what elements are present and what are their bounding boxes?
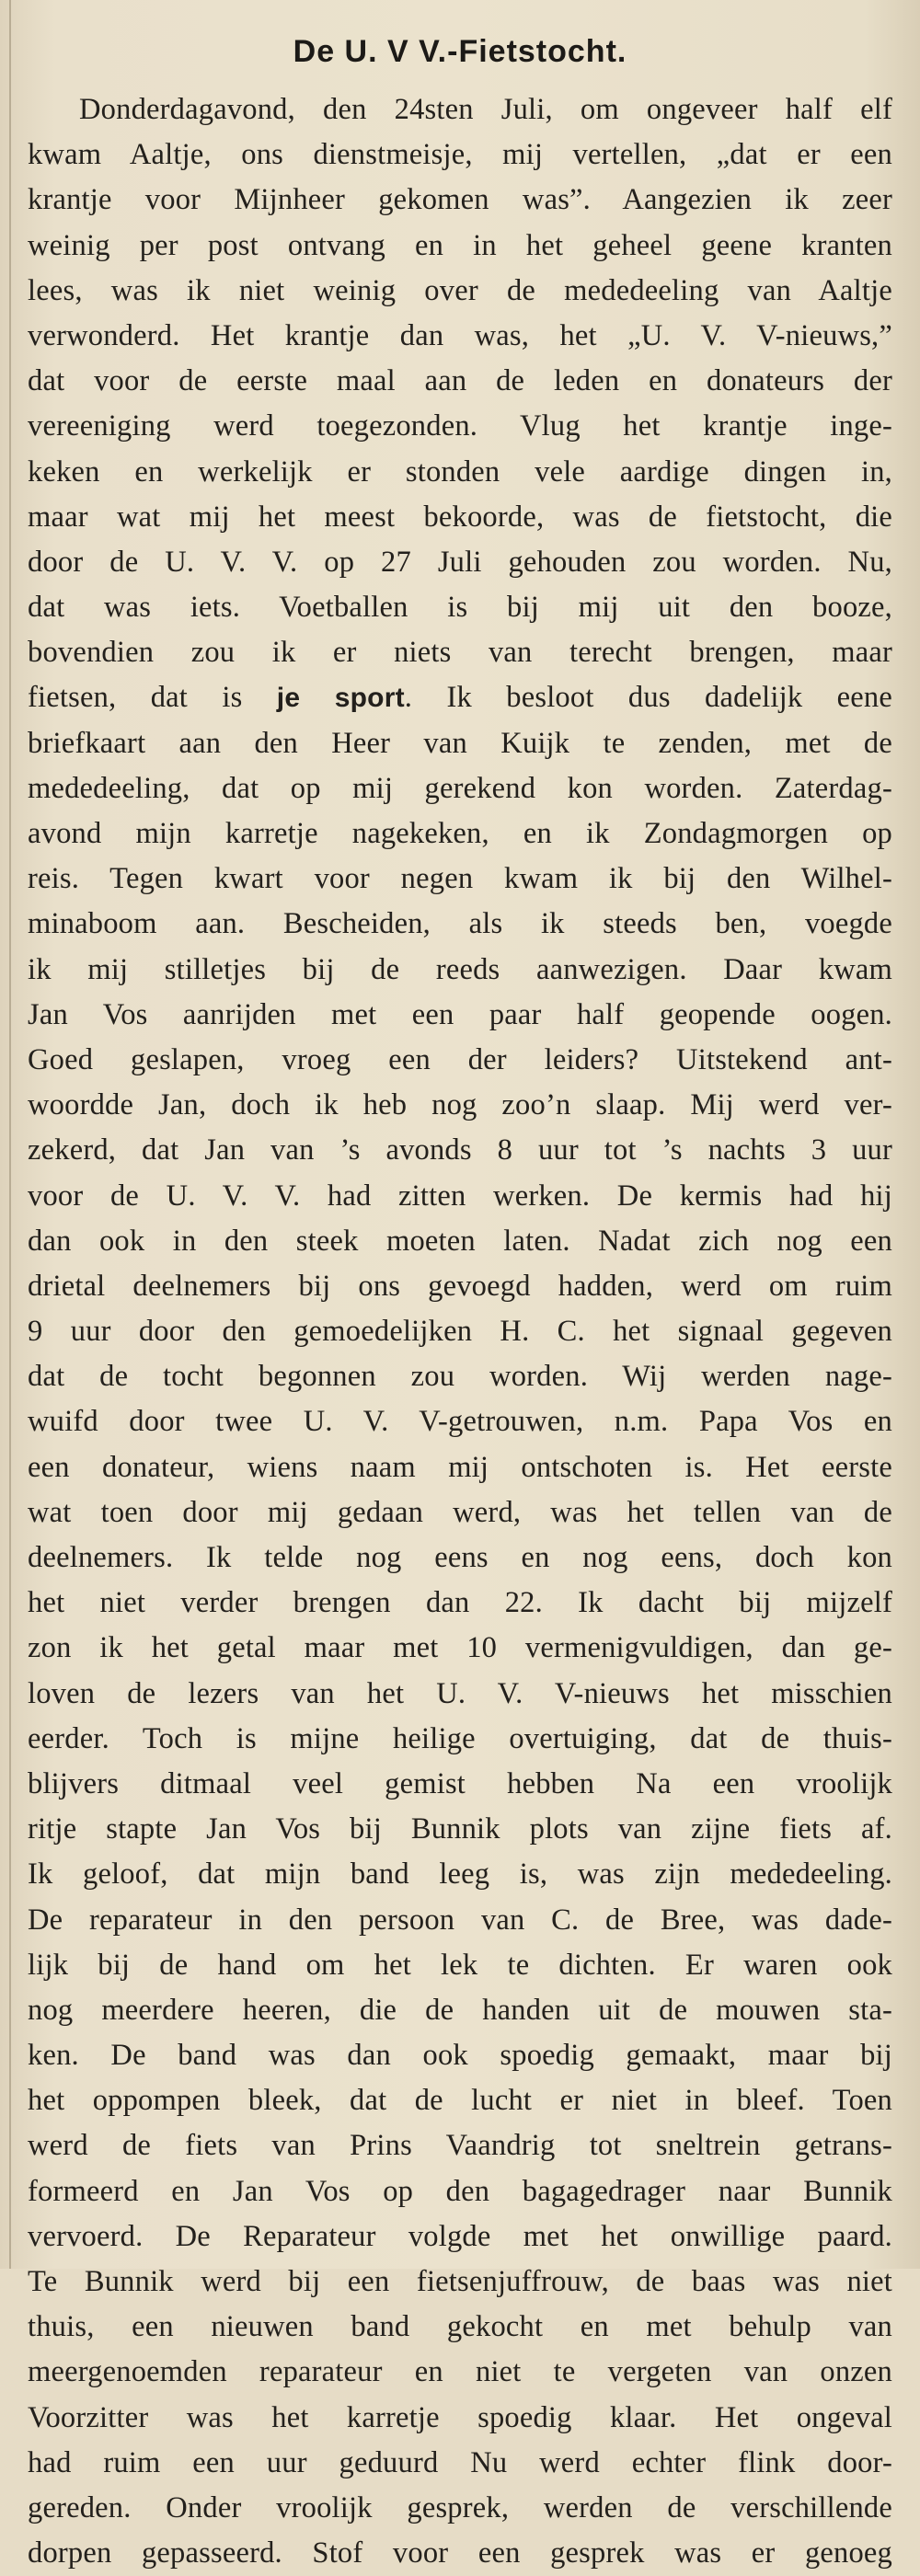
text-line: krantje voor Mijnheer gekomen was”. Aangezien ik zeer bbox=[28, 183, 892, 217]
text-line: drietal deelnemers bij ons gevoegd hadden, werd om ruim bbox=[28, 1269, 892, 1303]
article-title: De U. V V.-Fietstocht. bbox=[293, 34, 627, 69]
text-line: loven de lezers van het U. V. V-nieuws het misschien bbox=[28, 1676, 892, 1710]
text-line: weinig per post ontvang en in het geheel geene kranten bbox=[28, 228, 892, 262]
emphasized-text: je sport bbox=[276, 683, 405, 714]
text-line bbox=[28, 675, 892, 720]
text-line: verwonderd. Het krantje dan was, het „U. V. V-nieuws,” bbox=[28, 318, 892, 352]
text-line: zon ik het getal maar met 10 vermenigvuldigen, dan ge- bbox=[28, 1631, 892, 1665]
text-line: lijk bij de hand om het lek te dichten. Er waren ook bbox=[28, 1948, 892, 1982]
text-line: Te Bunnik werd bij een fietsenjuffrouw, de baas was niet bbox=[28, 2265, 892, 2298]
text-line: mededeeling, dat op mij gerekend kon worden. Zaterdag- bbox=[28, 771, 892, 805]
text-line: kwam Aaltje, ons dienstmeisje, mij vertellen, „dat er een bbox=[28, 138, 892, 172]
text-line: werd de fiets van Prins Vaandrig tot sneltrein getrans- bbox=[28, 2129, 892, 2163]
text-line: bovendien zou ik er niets van terecht brengen, maar bbox=[28, 636, 892, 670]
text-line: dat de tocht begonnen zou worden. Wij werden nage- bbox=[28, 1360, 892, 1394]
text-line: door de U. V. V. op 27 Juli gehouden zou worden. Nu, bbox=[28, 545, 892, 579]
text-line: een donateur, wiens naam mij ontschoten is. Het eerste bbox=[28, 1450, 892, 1484]
text-line: vereeniging werd toegezonden. Vlug het krantje inge- bbox=[28, 409, 892, 443]
text-line: vervoerd. De Reparateur volgde met het onwillige paard. bbox=[28, 2219, 892, 2253]
text-line: dan ook in den steek moeten laten. Nadat zich nog een bbox=[28, 1224, 892, 1258]
text-line: keken en werkelijk er stonden vele aardige dingen in, bbox=[28, 454, 892, 489]
text-line: dat voor de eerste maal aan de leden en donateurs der bbox=[28, 364, 892, 398]
text-line: gereden. Onder vroolijk gesprek, werden de verschillende bbox=[28, 2490, 892, 2524]
text-line: reis. Tegen kwart voor negen kwam ik bij den Wilhel- bbox=[28, 862, 892, 896]
text-line: Ik geloof, dat mijn band leeg is, was zijn mededeeling. bbox=[28, 1857, 892, 1892]
text-line: briefkaart aan den Heer van Kuijk te zenden, met de bbox=[28, 726, 892, 760]
text-line: het niet verder brengen dan 22. Ik dacht bij mijzelf bbox=[28, 1586, 892, 1620]
text-line: De reparateur in den persoon van C. de Bree, was dade- bbox=[28, 1903, 892, 1937]
text-line: deelnemers. Ik telde nog eens en nog eens, doch kon bbox=[28, 1541, 892, 1574]
text-line: Voorzitter was het karretje spoedig klaar. Het ongeval bbox=[28, 2400, 892, 2434]
text-line: ken. De band was dan ook spoedig gemaakt, maar bij bbox=[28, 2039, 892, 2073]
text-line: Goed geslapen, vroeg een der leiders? Uitstekend ant- bbox=[28, 1042, 892, 1076]
text-line: ik mij stilletjes bij de reeds aanwezigen. Daar kwam bbox=[28, 952, 892, 986]
text-line: maar wat mij het meest bekoorde, was de fietstocht, die bbox=[28, 500, 892, 534]
text-line: minaboom aan. Bescheiden, als ik steeds ben, voegde bbox=[28, 907, 892, 941]
text-line: voor de U. V. V. had zitten werken. De kermis had hij bbox=[28, 1179, 892, 1213]
text-line: eerder. Toch is mijne heilige overtuiging, dat de thuis- bbox=[28, 1721, 892, 1755]
text-line: had ruim een uur geduurd Nu werd echter flink door- bbox=[28, 2445, 892, 2479]
text-line: ritje stapte Jan Vos bij Bunnik plots van zijne fiets af. bbox=[28, 1812, 892, 1846]
text-line: nog meerdere heeren, die de handen uit de mouwen sta- bbox=[28, 1993, 892, 2027]
text-line: 9 uur door den gemoedelijken H. C. het signaal gegeven bbox=[28, 1315, 892, 1349]
text-line: wuifd door twee U. V. V-getrouwen, n.m. Papa Vos en bbox=[28, 1405, 892, 1439]
text-line: dat was iets. Voetballen is bij mij uit den booze, bbox=[28, 591, 892, 625]
text-line: lees, was ik niet weinig over de mededeeling van Aaltje bbox=[28, 273, 892, 307]
text-line: het oppompen bleek, dat de lucht er niet in bleef. Toen bbox=[28, 2084, 892, 2118]
text-line: avond mijn karretje nagekeken, en ik Zondagmorgen op bbox=[28, 817, 892, 850]
text-line: zekerd, dat Jan van ’s avonds 8 uur tot ’s nachts 3 uur bbox=[28, 1133, 892, 1167]
text-line: woordde Jan, doch ik heb nog zoo’n slaap. Mij werd ver- bbox=[28, 1088, 892, 1122]
text-fragment: fietsen, dat is bbox=[28, 681, 277, 715]
text-line: Jan Vos aanrijden met een paar half geopende oogen. bbox=[28, 997, 892, 1031]
text-line: wat toen door mij gedaan werd, was het tellen van de bbox=[28, 1495, 892, 1529]
text-line: Donderdagavond, den 24sten Juli, om ongeveer half elf bbox=[79, 93, 892, 126]
article-body bbox=[28, 87, 892, 2576]
text-line: formeerd en Jan Vos op den bagagedrager naar Bunnik bbox=[28, 2174, 892, 2208]
text-line: thuis, een nieuwen band gekocht en met behulp van bbox=[28, 2310, 892, 2344]
text-line: meergenoemden reparateur en niet te vergeten van onzen bbox=[28, 2355, 892, 2389]
text-line: blijvers ditmaal veel gemist hebben Na een vroolijk bbox=[28, 1766, 892, 1800]
text-line: dorpen gepasseerd. Stof voor een gesprek was er genoeg bbox=[28, 2536, 892, 2570]
page-edge-rule bbox=[9, 0, 11, 2269]
text-fragment: . Ik besloot dus dadelijk eene bbox=[404, 681, 892, 715]
